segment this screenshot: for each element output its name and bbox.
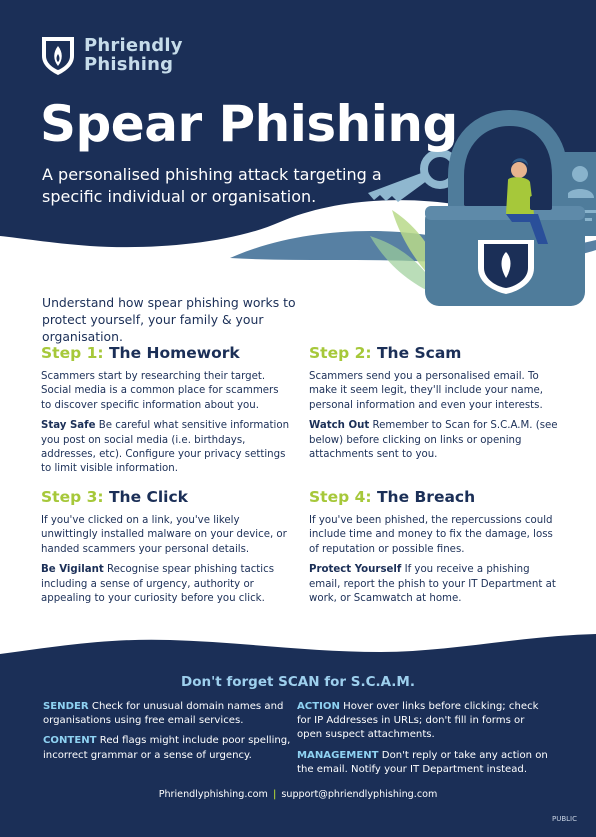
- scam-sender-label: SENDER: [43, 701, 89, 712]
- step-heading: [41, 487, 291, 507]
- scam-content-label: CONTENT: [43, 735, 97, 747]
- step-body: If you've clicked on a link, you've likely unwittingly installed malware on your device, or handed scammers your personal details.: [41, 515, 287, 555]
- scam-content: [43, 734, 295, 762]
- brand-logo: [40, 34, 183, 76]
- step-tip-label: Protect Yourself: [309, 564, 402, 576]
- scam-content-text: Red flags might include poor spelling, incorrect grammar or a sense of urgency.: [43, 735, 291, 761]
- step-tip-label: Watch Out: [309, 420, 370, 432]
- step-name: The Homework: [108, 344, 240, 362]
- scam-management-label: MANAGEMENT: [297, 749, 379, 761]
- step-tip-text: If you receive a phishing email, report the phish to your IT Department at work, or Scamwatch at home.: [309, 564, 556, 605]
- step-tip-text: Remember to Scan for S.C.A.M. (see below) before clicking on links or opening attachments sent to you.: [309, 420, 558, 461]
- scam-sender-text: Check for unusual domain names and organisations using free email services.: [43, 701, 284, 727]
- step-tip-label: Stay Safe: [41, 420, 96, 432]
- scam-management: [297, 749, 549, 777]
- step-breach: [309, 487, 559, 612]
- step-tip: [41, 563, 291, 606]
- footer-website-link[interactable]: Phriendlyphishing.com: [158, 789, 268, 800]
- scam-action-text: Hover over links before clicking; check for IP Addresses in URLs; don't fill in forms or open suspect attachments.: [297, 701, 539, 741]
- intro-text: Understand how spear phishing works to protect yourself, your family & your organisation.: [42, 295, 296, 344]
- footer-separator: |: [272, 789, 277, 800]
- step-number: Step 1:: [41, 344, 104, 362]
- classification-label: PUBLIC: [552, 815, 577, 823]
- page-title: Spear Phishing: [40, 95, 458, 153]
- step-tip-text: Be careful what sensitive information you post on social media (i.e. birthdays, addresses, etc). Configure your privacy settings to limit visible information.: [41, 420, 290, 475]
- step-homework: [41, 343, 291, 483]
- step-number: Step 2:: [309, 344, 372, 362]
- footer-contact: [0, 788, 596, 801]
- brand-line-2: Phishing: [84, 54, 174, 75]
- scam-management-text: Don't reply or take any action on the email. Notify your IT Department instead.: [297, 749, 548, 775]
- step-click: [41, 487, 291, 612]
- step-name: The Scam: [376, 344, 462, 362]
- shield-logo-icon: [40, 34, 76, 76]
- scam-title: Don't forget SCAN for S.C.A.M.: [180, 674, 415, 690]
- step-tip: [41, 419, 291, 477]
- step-heading: [41, 343, 291, 363]
- step-body: If you've been phished, the repercussions could include time and money to fix the damage, loss of reputation or possible fines.: [309, 515, 553, 555]
- step-body: Scammers send you a personalised email. To make it seem legit, they'll include your name, personal information and even your interests.: [309, 371, 544, 411]
- step-tip: [309, 563, 559, 606]
- step-heading: [309, 487, 559, 507]
- brand-name: [84, 36, 183, 74]
- step-tip-text: Recognise spear phishing tactics including a sense of urgency, authority or appealing to your curiosity before you click.: [41, 564, 275, 605]
- step-number: Step 4:: [309, 488, 372, 506]
- scam-action: [297, 700, 549, 743]
- step-number: Step 3:: [41, 488, 104, 506]
- footer-email-link[interactable]: support@phriendlyphishing.com: [281, 789, 438, 800]
- step-name: The Click: [108, 488, 188, 506]
- step-name: The Breach: [376, 488, 476, 506]
- step-body: Scammers start by researching their target. Social media is a common place for scammers to discover specific information about you.: [41, 371, 279, 411]
- scam-action-label: ACTION: [297, 701, 340, 712]
- step-scam: [309, 343, 559, 468]
- scam-sender: [43, 700, 295, 728]
- brand-line-1: Phriendly: [84, 35, 183, 56]
- step-tip-label: Be Vigilant: [41, 564, 104, 576]
- step-heading: [309, 343, 559, 363]
- scam-column-right: [297, 700, 549, 783]
- step-tip: [309, 419, 559, 462]
- padlock-icon: [425, 206, 585, 306]
- scam-column-left: [43, 700, 295, 769]
- page-subtitle: A personalised phishing attack targeting a specific individual or organisation.: [42, 165, 382, 206]
